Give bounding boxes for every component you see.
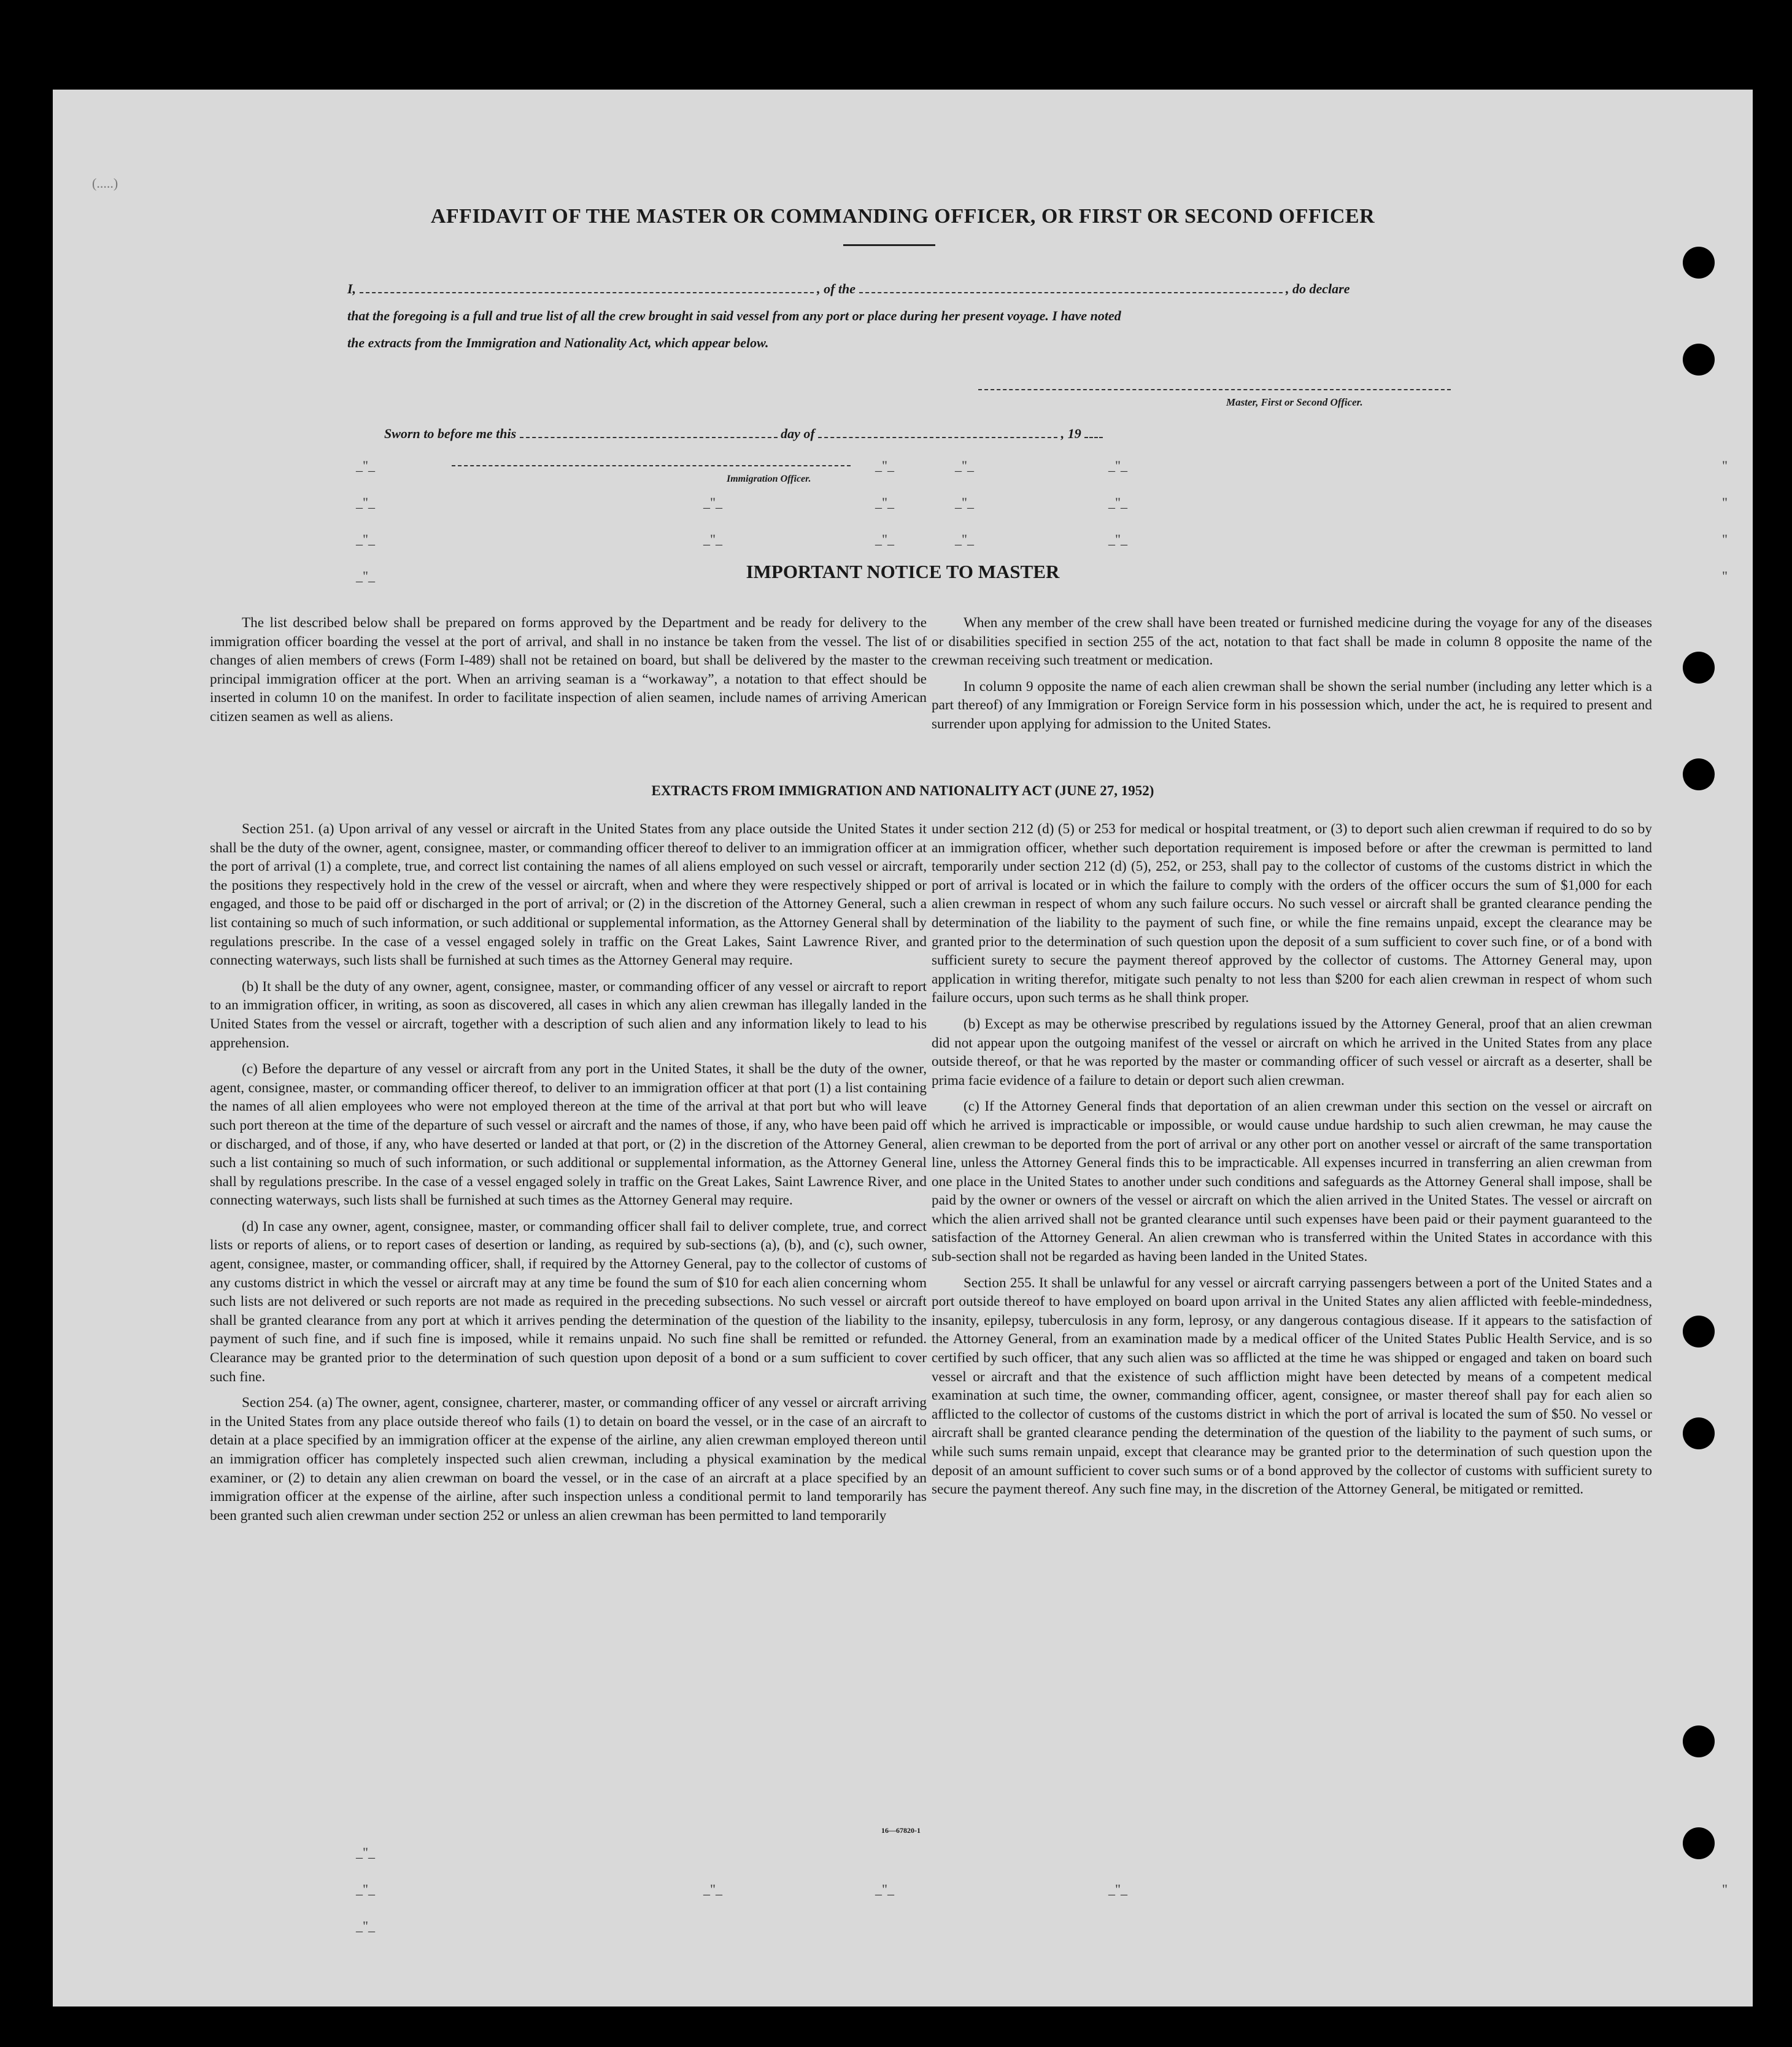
extracts-right-column <box>932 820 1652 1506</box>
officer-signature-line[interactable] <box>452 465 851 466</box>
ditto-mark: _"_ <box>875 531 894 547</box>
declaration-line <box>347 281 1513 297</box>
extracts-left-paragraph: (d) In case any owner, agent, consignee, master, or commanding officer shall fail to deliver complete, true, and correct lists or reports of aliens, or to report cases of desertion or landing, as required by sub-sections (a), (b), and (c), such owner, agent, consignee, master, or commanding officer, shall, if required by the Attorney General, pay to the collector of customs of any customs district in which the vessel or aircraft may at any time be found the sum of $10 for each alien concerning whom such lists are not delivered or such reports are not made as required in the preceding subsections. No such vessel or aircraft shall be granted clearance from any port at which it arrives pending the determination of the question of the liability to the payment of such fine, and if such fine is imposed, while it remains unpaid. No such fine shall be remitted or refunded. Clearance may be granted prior to the determination of such question upon deposit of a bond or a sum sufficient to cover such fine. <box>210 1218 927 1385</box>
notice-right-paragraph-1: When any member of the crew shall have been treated or furnished medicine during the voyage for any of the diseases or disabilities specified in section 255 of the act, notation to that fact shall be made in column 8 opposite the name of the crewman receiving such treatment or medication. <box>932 615 1652 669</box>
title-underline <box>843 244 935 246</box>
notice-left-paragraph: The list described below shall be prepared on forms approved by the Department and be ready for delivery to the immigration officer boarding the vessel at the port of arrival, and shall in no instance be taken from the vessel. The list of changes of alien members of crews (Form I-489) shall not be retained on board, but shall be delivered by the master to the principal immigration officer at the port. When an arriving seaman is a “workaway”, a notation to that effect should be inserted in column 10 on the manifest. In order to facilitate inspection of alien seamen, include names of arriving American citizen seamen as well as aliens. <box>210 615 927 725</box>
extracts-left-column <box>210 820 927 1532</box>
ditto-mark: " <box>1722 1881 1728 1897</box>
sworn-line <box>384 426 1103 442</box>
punch-hole-icon <box>1683 1827 1715 1859</box>
statement-line-2: the extracts from the Immigration and Nationality Act, which appear below. <box>347 335 769 350</box>
ditto-mark: _"_ <box>1108 495 1127 510</box>
declare-do-declare-label: , do declare <box>1286 281 1350 296</box>
sworn-day-field[interactable] <box>520 437 778 438</box>
ditto-mark: _"_ <box>703 531 722 547</box>
sworn-month-field[interactable] <box>818 437 1057 438</box>
ditto-mark: _"_ <box>875 458 894 473</box>
ditto-mark: _"_ <box>356 568 375 584</box>
year-label: , 19 <box>1060 426 1081 441</box>
ditto-mark: _"_ <box>356 1881 375 1897</box>
punch-hole-icon <box>1683 344 1715 376</box>
vessel-field[interactable] <box>859 292 1283 293</box>
day-of-label: day of <box>781 426 815 441</box>
master-signature-line[interactable] <box>978 389 1451 390</box>
declare-i-label: I, <box>347 281 357 296</box>
ditto-mark: _"_ <box>703 495 722 510</box>
name-field[interactable] <box>360 292 814 293</box>
extracts-right-paragraph: Section 255. It shall be unlawful for any vessel or aircraft carrying passengers between a port of the United States and a port outside thereof to have employed on board upon arrival in the United States any alien afflicted with feeble-mindedness, insanity, epilepsy, tuberculosis in any form, leprosy, or any dangerous contagious disease. If it appears to the satisfaction of the Attorney General, from an examination made by a medical officer of the United States Public Health Service, and is so certified by such officer, that any such alien was so afflicted at the time he was shipped or engaged and taken on board such vessel or aircraft and that the existence of such affliction might have been detected by means of a competent medical examination at such time, the owner, commanding officer, agent, consignee, or master thereof shall pay for each alien so afflicted to the collector of customs of the customs district in which the port of arrival is located the sum of $50. No vessel or aircraft shall be granted clearance pending the determination of the question of the liability to the payment of such sums, or while such sums remain unpaid, except that clearance may be granted prior to the determination of such question upon the deposit of an amount sufficient to cover such sums or of a bond approved by the collector of customs with sufficient surety to secure the payment thereof. Any such fine may, in the discretion of the Attorney General, be mitigated or remitted. <box>932 1274 1652 1498</box>
ditto-mark: _"_ <box>356 458 375 473</box>
ditto-mark: _"_ <box>1108 1881 1127 1897</box>
extracts-right-paragraph: (c) If the Attorney General finds that deportation of an alien crewman under this section on the vessel or aircraft on which he arrived is impracticable or impossible, or would cause undue hardship to such alien crewman, he may cause the alien crewman to be deported from the port of arrival or any other port on another vessel or aircraft of the same transportation line, unless the Attorney General finds this to be impracticable. All expenses incurred in transferring an alien crewman from one place in the United States to another under such conditions and safeguards as the Attorney General shall impose, shall be paid by the owner or owners of the vessel or aircraft on which the alien arrived in the United States. The vessel or aircraft on which the alien arrived shall not be granted clearance until such expenses have been paid or their payment guaranteed to the satisfaction of the Attorney General. An alien crewman who is transferred within the United States in accordance with this sub-section shall not be regarded as having been landed in the United States. <box>932 1098 1652 1265</box>
notice-heading: IMPORTANT NOTICE TO MASTER <box>746 561 1060 582</box>
master-caption: Master, First or Second Officer. <box>1226 396 1363 408</box>
statement-line-1: that the foregoing is a full and true list of all the crew brought in said vessel from any port or place during her present voyage. I have noted <box>347 308 1121 323</box>
form-number: 16—67820-1 <box>881 1826 921 1835</box>
ditto-mark: " <box>1722 531 1728 547</box>
punch-hole-icon <box>1683 758 1715 790</box>
ditto-mark: _"_ <box>356 531 375 547</box>
extracts-left-paragraph: (c) Before the departure of any vessel or aircraft from any port in the United States, it shall be the duty of the owner, agent, consignee, master, or commanding officer thereof, to deliver to an immigration officer at that port (1) a list containing the names of all alien employees who were not employed thereon at the time of the arrival at that port but who will leave such port thereon at the time of the departure of such vessel or aircraft and the names of those, if any, who have been paid off or discharged, and of those, if any, who have deserted or landed at that port, or (2) in the discretion of the Attorney General, such a list containing so much of such information, or such additional or supplemental information, as the Attorney General shall by regulations prescribe. In the case of a vessel engaged solely in traffic on the Great Lakes, Saint Lawrence River, and connecting waterways, such lists shall be furnished at such times as the Attorney General may require. <box>210 1061 927 1209</box>
extracts-left-paragraph: Section 254. (a) The owner, agent, consignee, charterer, master, or commanding officer of any vessel or aircraft arriving in the United States from any place outside thereof who fails (1) to detain on board the vessel, or in the case of an aircraft to detain at a place specified by an immigration officer at the expense of the airline, any alien crewman employed thereon until an immigration officer has completely inspected such alien crewman, including a physical examination by the medical examiner, or (2) to detain any alien crewman on board the vessel, or in the case of an aircraft at a place specified by an immigration officer at the expense of the airline, after such inspection unless a conditional permit to land temporarily has been granted such alien crewman under section 252 or unless an alien crewman has been permitted to land temporarily <box>210 1395 927 1524</box>
extracts-left-paragraph: Section 251. (a) Upon arrival of any vessel or aircraft in the United States from any place outside the United States it shall be the duty of the owner, agent, consignee, master, or commanding officer thereof to deliver to an immigration officer at the port of arrival (1) a complete, true, and correct list containing the names of all aliens employed on such vessel or aircraft, the positions they respectively hold in the crew of the vessel or aircraft, when and where they were respectively shipped or engaged, and those to be paid off or discharged in the port of arrival; or (2) in the discretion of the Attorney General, such a list containing so much of such information, or such additional or supplemental information, as the Attorney General shall by regulations prescribe. In the case of a vessel engaged solely in traffic on the Great Lakes, Saint Lawrence River, and connecting waterways, such lists shall be furnished at such times as the Attorney General may require. <box>210 821 927 969</box>
sworn-year-field[interactable] <box>1084 437 1103 438</box>
notice-right-paragraph-2: In column 9 opposite the name of each alien crewman shall be shown the serial number (including any letter which is a part thereof) of any Immigration or Foreign Service form in his possession which, under the act, he is required to present and surrender upon applying for admission to the United States. <box>932 678 1652 732</box>
declare-of-the-label: , of the <box>817 281 856 296</box>
punch-hole-icon <box>1683 1417 1715 1449</box>
sworn-label: Sworn to before me this <box>384 426 517 441</box>
punch-hole-icon <box>1683 247 1715 279</box>
ditto-mark: _"_ <box>955 531 974 547</box>
ditto-mark: _"_ <box>875 1881 894 1897</box>
ditto-mark: _"_ <box>356 1918 375 1933</box>
ditto-mark: _"_ <box>1108 531 1127 547</box>
corner-mark: (.....) <box>92 175 118 191</box>
punch-hole-icon <box>1683 652 1715 684</box>
punch-hole-icon <box>1683 1725 1715 1757</box>
punch-hole-icon <box>1683 1316 1715 1347</box>
ditto-mark: _"_ <box>875 495 894 510</box>
extracts-right-paragraph: under section 212 (d) (5) or 253 for medical or hospital treatment, or (3) to deport such alien crewman if required to do so by an immigration officer, whether such deportation requirement is imposed before or after the crewman is permitted to land temporarily under section 212 (d) (5), 252, or 253, shall pay to the collector of customs of the customs district in which the port of arrival is located or in which the failure to comply with the orders of the officer occurs the sum of $1,000 for each alien crewman in respect of whom any such failure occurs. No such vessel or aircraft shall be granted clearance pending the determination of the liability to the payment of such fine, or while the fine remains unpaid, except the clearance may be granted prior to the determination of such question upon the deposit of a sum sufficient to cover such fine, or of a bond with sufficient surety to secure the payment thereof approved by the collector of customs. The Attorney General may, upon application in writing therefor, mitigate such penalty to not less than $200 for each alien crewman in respect of whom such failure occurs, upon such terms as he shall think proper. <box>932 821 1652 1006</box>
ditto-mark: _"_ <box>1108 458 1127 473</box>
extracts-left-paragraph: (b) It shall be the duty of any owner, agent, consignee, master, or commanding officer of any vessel or aircraft to report to an immigration officer, in writing, as soon as discovered, all cases in which any alien crewman has illegally landed in the United States from the vessel or aircraft, together with a description of such alien and any information likely to lead to his apprehension. <box>210 978 927 1051</box>
ditto-mark: _"_ <box>703 1881 722 1897</box>
affidavit-title: AFFIDAVIT OF THE MASTER OR COMMANDING OFFICER, OR FIRST OR SECOND OFFICER <box>430 205 1375 228</box>
ditto-mark: " <box>1722 495 1728 510</box>
ditto-mark: " <box>1722 568 1728 584</box>
document-page <box>53 90 1753 2007</box>
ditto-mark: _"_ <box>356 1845 375 1860</box>
extracts-right-paragraph: (b) Except as may be otherwise prescribed by regulations issued by the Attorney General, proof that an alien crewman did not appear upon the outgoing manifest of the vessel or aircraft on which he arrived in the United States from any place outside thereof, or that he was reported by the master or commanding officer of such vessel or aircraft as a deserter, shall be prima facie evidence of a failure to detain or deport such alien crewman. <box>932 1016 1652 1089</box>
extracts-heading: EXTRACTS FROM IMMIGRATION AND NATIONALITY ACT (JUNE 27, 1952) <box>651 783 1154 798</box>
ditto-mark: _"_ <box>356 495 375 510</box>
notice-left-column <box>210 614 927 734</box>
notice-right-column <box>932 614 1652 741</box>
ditto-mark: _"_ <box>955 495 974 510</box>
ditto-mark: " <box>1722 458 1728 473</box>
ditto-mark: _"_ <box>955 458 974 473</box>
officer-caption: Immigration Officer. <box>727 474 811 484</box>
